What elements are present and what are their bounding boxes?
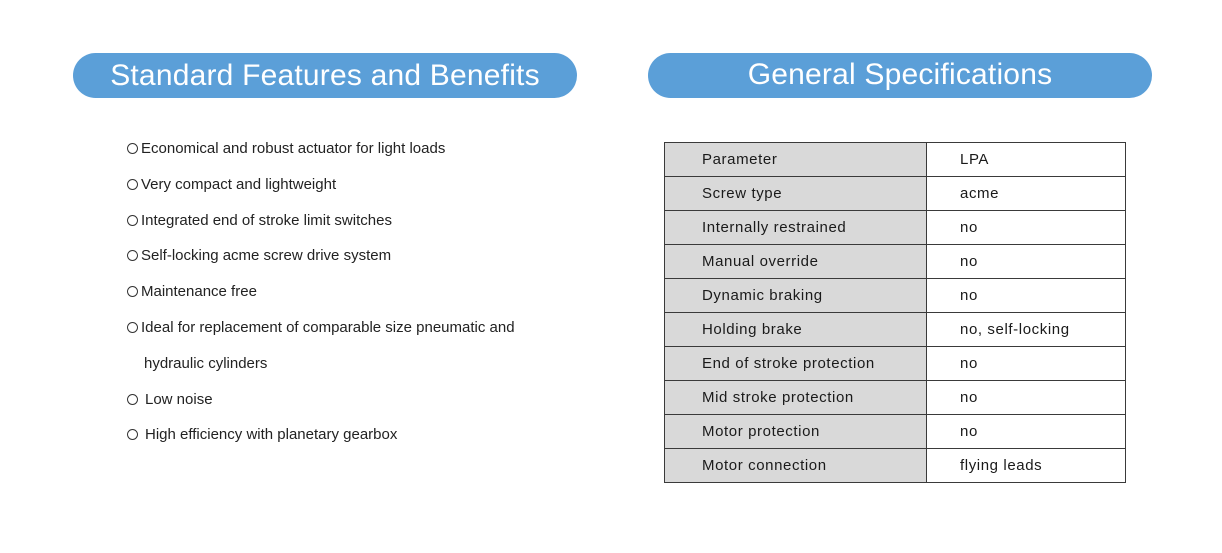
feature-item [127,211,587,247]
feature-item [127,139,587,175]
value-cell: no [927,381,1126,415]
features-list [127,139,587,461]
table-row [665,313,1126,347]
circle-bullet-icon [127,429,138,440]
param-cell: Holding brake [665,313,927,347]
feature-text: hydraulic cylinders [144,354,268,372]
table-row [665,415,1126,449]
value-cell: no [927,415,1126,449]
circle-bullet-icon [127,179,138,190]
param-cell: Parameter [665,143,927,177]
circle-bullet-icon [127,322,138,333]
feature-item-continuation [127,354,587,390]
param-cell: Manual override [665,245,927,279]
specifications-table [664,142,1126,483]
table-row [665,177,1126,211]
param-cell: Mid stroke protection [665,381,927,415]
value-cell: no [927,211,1126,245]
feature-item [127,246,587,282]
feature-text: Maintenance free [141,283,257,301]
feature-item [127,318,587,354]
feature-item [127,390,587,426]
table-row [665,279,1126,313]
feature-text: Very compact and lightweight [141,175,337,193]
feature-text: High efficiency with planetary gearbox [145,426,398,444]
features-heading [73,53,577,98]
value-cell: no, self-locking [927,313,1126,347]
value-cell: no [927,245,1126,279]
feature-text: Low noise [145,390,213,408]
circle-bullet-icon [127,394,138,405]
feature-text: Ideal for replacement of comparable size pneumatic and [141,318,515,336]
param-cell: Dynamic braking [665,279,927,313]
table-row [665,449,1126,483]
value-cell: no [927,279,1126,313]
feature-item [127,175,587,211]
value-cell: LPA [927,143,1126,177]
feature-item [127,425,587,461]
circle-bullet-icon [127,250,138,261]
value-cell: flying leads [927,449,1126,483]
param-cell: Screw type [665,177,927,211]
feature-text: Economical and robust actuator for light loads [141,140,446,157]
feature-text: Integrated end of stroke limit switches [141,211,392,229]
features-heading-text: Standard Features and Benefits [110,58,540,92]
value-cell: acme [927,177,1126,211]
table-row [665,143,1126,177]
table-row [665,245,1126,279]
feature-text: Self-locking acme screw drive system [141,247,392,265]
circle-bullet-icon [127,286,138,297]
feature-item [127,282,587,318]
circle-bullet-icon [127,215,138,226]
param-cell: Internally restrained [665,211,927,245]
specs-heading [648,53,1152,98]
table-row [665,381,1126,415]
table-row [665,347,1126,381]
circle-bullet-icon [127,143,138,154]
param-cell: Motor connection [665,449,927,483]
table-row [665,211,1126,245]
value-cell: no [927,347,1126,381]
param-cell: End of stroke protection [665,347,927,381]
param-cell: Motor protection [665,415,927,449]
specs-heading-text: General Specifications [747,58,1053,91]
